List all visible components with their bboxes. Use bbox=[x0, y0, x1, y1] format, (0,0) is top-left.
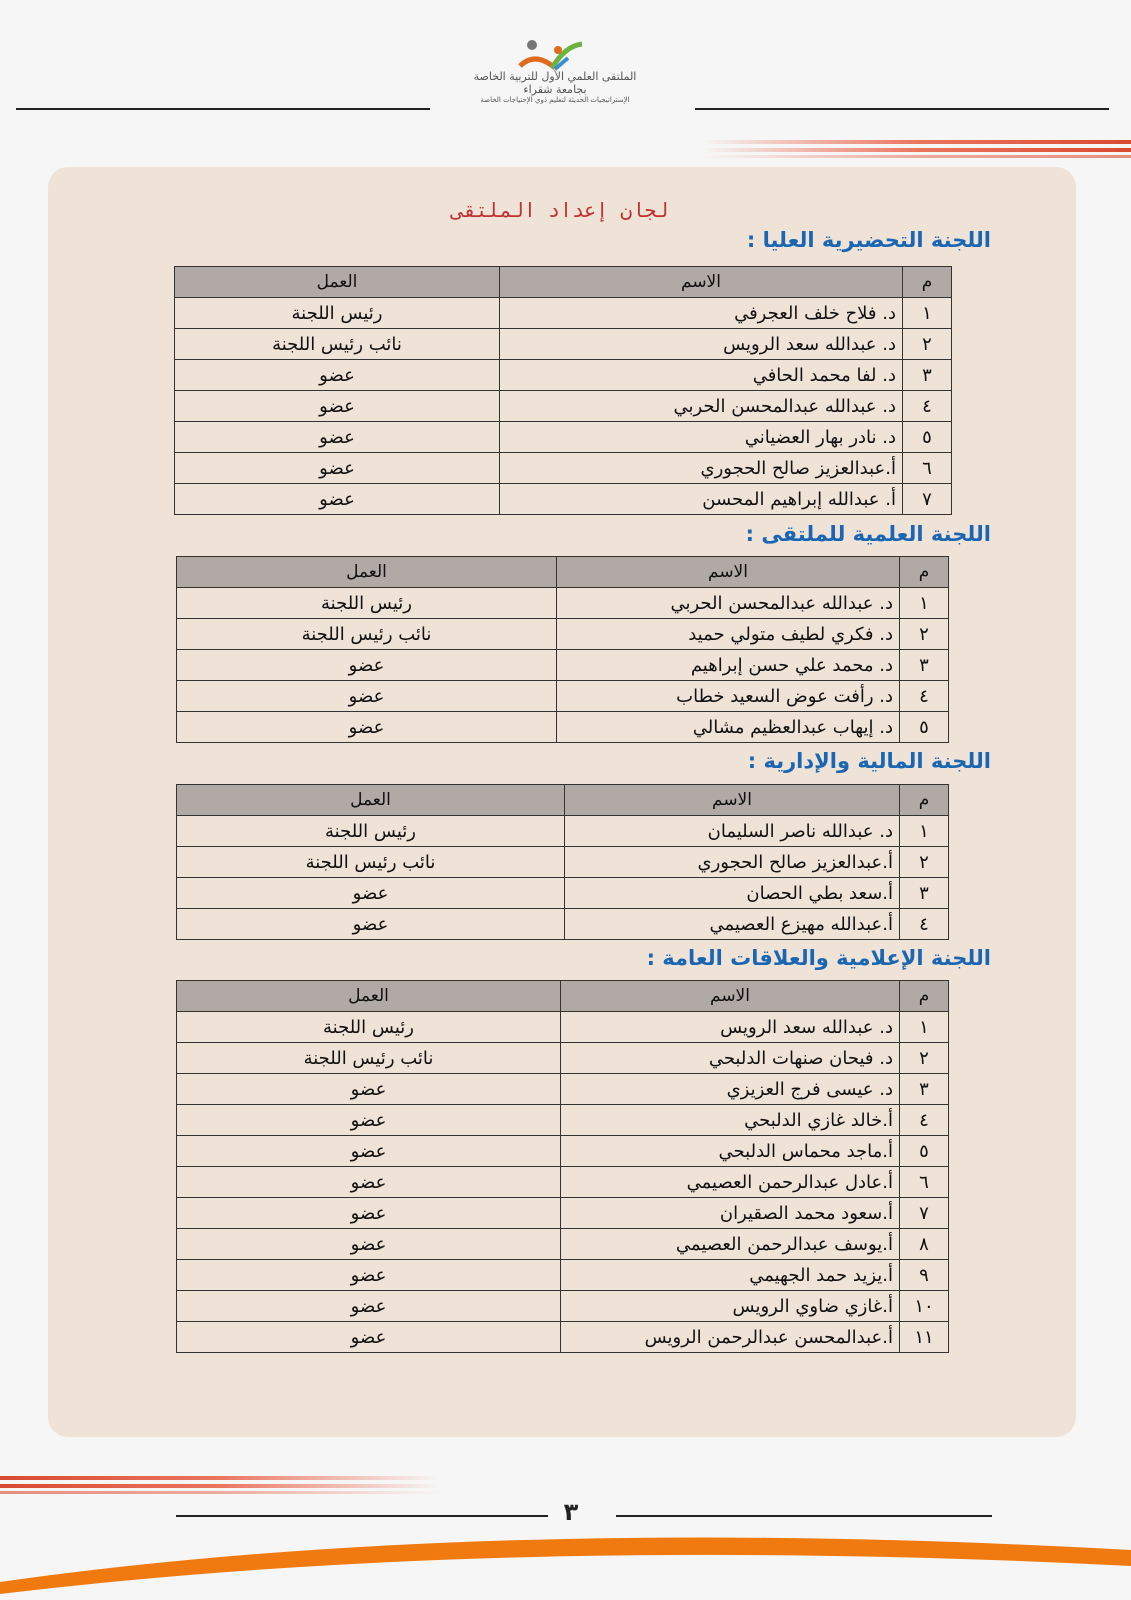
row-role: عضو bbox=[177, 1229, 561, 1260]
row-name: د. فيحان صنهات الدلبحي bbox=[561, 1043, 900, 1074]
row-num: ٣ bbox=[900, 1074, 949, 1105]
committee-title-financial: اللجنة المالية والإدارية : bbox=[747, 749, 991, 773]
row-name: أ. عبدالله إبراهيم المحسن bbox=[500, 484, 903, 515]
row-role: نائب رئيس اللجنة bbox=[177, 1043, 561, 1074]
col-header-role: العمل bbox=[177, 981, 561, 1012]
row-role: عضو bbox=[175, 453, 500, 484]
table-row bbox=[177, 1167, 949, 1198]
row-num: ١١ bbox=[900, 1322, 949, 1353]
row-name: د. فكري لطيف متولي حميد bbox=[557, 619, 900, 650]
table-row bbox=[177, 1198, 949, 1229]
row-num: ٨ bbox=[900, 1229, 949, 1260]
committee-table-financial bbox=[176, 784, 949, 940]
row-num: ٤ bbox=[900, 909, 949, 940]
logo-line-2: بجامعة شقراء bbox=[523, 83, 587, 96]
table-header-row bbox=[177, 981, 949, 1012]
row-role: رئيس اللجنة bbox=[177, 588, 557, 619]
page-number: ٣ bbox=[563, 1498, 579, 1526]
row-num: ٢ bbox=[903, 329, 952, 360]
row-role: عضو bbox=[177, 681, 557, 712]
row-num: ٥ bbox=[900, 1136, 949, 1167]
table-row bbox=[177, 847, 949, 878]
table-row bbox=[177, 1229, 949, 1260]
row-role: عضو bbox=[177, 1074, 561, 1105]
row-name: د. عبدالله ناصر السليمان bbox=[565, 816, 900, 847]
row-name: أ.خالد غازي الدلبحي bbox=[561, 1105, 900, 1136]
row-name: أ.سعود محمد الصقيران bbox=[561, 1198, 900, 1229]
row-name: أ.يوسف عبدالرحمن العصيمي bbox=[561, 1229, 900, 1260]
row-name: د. عيسى فرج العزيزي bbox=[561, 1074, 900, 1105]
row-role: عضو bbox=[177, 1167, 561, 1198]
row-role: عضو bbox=[177, 878, 565, 909]
row-num: ٦ bbox=[903, 453, 952, 484]
row-role: عضو bbox=[177, 1136, 561, 1167]
row-name: د. إيهاب عبدالعظيم مشالي bbox=[557, 712, 900, 743]
row-role: رئيس اللجنة bbox=[177, 816, 565, 847]
row-role: عضو bbox=[175, 422, 500, 453]
row-num: ٦ bbox=[900, 1167, 949, 1198]
col-header-num: م bbox=[900, 557, 949, 588]
row-role: عضو bbox=[177, 1322, 561, 1353]
row-num: ٩ bbox=[900, 1260, 949, 1291]
row-name: أ.عبدالله مهيزع العصيمي bbox=[565, 909, 900, 940]
logo-figures-icon bbox=[510, 36, 600, 76]
table-row bbox=[177, 712, 949, 743]
row-name: د. فلاح خلف العجرفي bbox=[500, 298, 903, 329]
committee-title-scientific: اللجنة العلمية للملتقى : bbox=[745, 522, 991, 546]
row-num: ٣ bbox=[900, 878, 949, 909]
header-rule-right bbox=[695, 108, 1109, 110]
col-header-name: الاسم bbox=[561, 981, 900, 1012]
row-num: ٢ bbox=[900, 619, 949, 650]
row-name: د. عبدالله عبدالمحسن الحربي bbox=[500, 391, 903, 422]
table-row bbox=[177, 1291, 949, 1322]
committee-table-media bbox=[176, 980, 949, 1353]
col-header-name: الاسم bbox=[557, 557, 900, 588]
table-row bbox=[175, 484, 952, 515]
table-header-row bbox=[175, 267, 952, 298]
table-row bbox=[175, 391, 952, 422]
table-header-row bbox=[177, 785, 949, 816]
row-name: أ.يزيد حمد الجهيمي bbox=[561, 1260, 900, 1291]
row-num: ١ bbox=[900, 816, 949, 847]
col-header-num: م bbox=[900, 785, 949, 816]
table-row bbox=[177, 681, 949, 712]
row-num: ٤ bbox=[903, 391, 952, 422]
row-name: أ.عبدالعزيز صالح الحجوري bbox=[565, 847, 900, 878]
committee-title-preparatory: اللجنة التحضيرية العليا : bbox=[746, 228, 991, 252]
row-num: ٤ bbox=[900, 1105, 949, 1136]
logo-line-1: الملتقى العلمي الأول للتربية الخاصة bbox=[473, 70, 637, 83]
decorative-stripes-bottom bbox=[0, 1474, 440, 1496]
row-name: أ.سعد بطي الحصان bbox=[565, 878, 900, 909]
table-row bbox=[177, 1322, 949, 1353]
row-role: عضو bbox=[177, 650, 557, 681]
row-name: أ.عبدالمحسن عبدالرحمن الرويس bbox=[561, 1322, 900, 1353]
document-title: لجان إعداد الملتقى bbox=[451, 198, 669, 222]
col-header-role: العمل bbox=[177, 785, 565, 816]
row-name: د. عبدالله سعد الرويس bbox=[500, 329, 903, 360]
row-name: أ.ماجد محماس الدلبحي bbox=[561, 1136, 900, 1167]
table-row bbox=[177, 909, 949, 940]
row-name: د. عبدالله سعد الرويس bbox=[561, 1012, 900, 1043]
footer-swoosh bbox=[0, 1520, 1131, 1600]
row-role: عضو bbox=[175, 360, 500, 391]
row-role: عضو bbox=[177, 1198, 561, 1229]
table-row bbox=[175, 298, 952, 329]
row-name: د. عبدالله عبدالمحسن الحربي bbox=[557, 588, 900, 619]
table-row bbox=[177, 1136, 949, 1167]
row-num: ٢ bbox=[900, 847, 949, 878]
row-name: أ.عبدالعزيز صالح الحجوري bbox=[500, 453, 903, 484]
col-header-role: العمل bbox=[177, 557, 557, 588]
table-row bbox=[175, 422, 952, 453]
row-role: نائب رئيس اللجنة bbox=[175, 329, 500, 360]
row-num: ١٠ bbox=[900, 1291, 949, 1322]
row-name: د. محمد علي حسن إبراهيم bbox=[557, 650, 900, 681]
row-num: ٣ bbox=[903, 360, 952, 391]
row-num: ١ bbox=[900, 1012, 949, 1043]
table-row bbox=[177, 1012, 949, 1043]
col-header-num: م bbox=[900, 981, 949, 1012]
row-name: د. لفا محمد الحافي bbox=[500, 360, 903, 391]
col-header-name: الاسم bbox=[565, 785, 900, 816]
table-row bbox=[177, 619, 949, 650]
table-row bbox=[175, 453, 952, 484]
table-row bbox=[175, 329, 952, 360]
row-name: د. نادر بهار العضياني bbox=[500, 422, 903, 453]
footer-rule-left bbox=[176, 1515, 548, 1517]
row-name: د. رأفت عوض السعيد خطاب bbox=[557, 681, 900, 712]
row-role: نائب رئيس اللجنة bbox=[177, 847, 565, 878]
row-num: ١ bbox=[903, 298, 952, 329]
row-num: ٥ bbox=[900, 712, 949, 743]
row-num: ٢ bbox=[900, 1043, 949, 1074]
row-num: ٥ bbox=[903, 422, 952, 453]
table-row bbox=[177, 878, 949, 909]
committee-table-scientific bbox=[176, 556, 949, 743]
row-name: أ.عادل عبدالرحمن العصيمي bbox=[561, 1167, 900, 1198]
row-role: عضو bbox=[177, 1260, 561, 1291]
table-row bbox=[177, 1043, 949, 1074]
table-row bbox=[177, 1074, 949, 1105]
decorative-stripes-top bbox=[701, 138, 1131, 160]
footer-rule-right bbox=[616, 1515, 992, 1517]
committee-table-preparatory bbox=[174, 266, 952, 515]
row-role: عضو bbox=[177, 712, 557, 743]
row-name: أ.غازي ضاوي الرويس bbox=[561, 1291, 900, 1322]
row-role: عضو bbox=[177, 1291, 561, 1322]
row-role: نائب رئيس اللجنة bbox=[177, 619, 557, 650]
row-role: عضو bbox=[177, 1105, 561, 1136]
table-row bbox=[177, 1260, 949, 1291]
row-role: عضو bbox=[175, 391, 500, 422]
conference-logo bbox=[440, 36, 670, 106]
row-role: عضو bbox=[177, 909, 565, 940]
row-role: عضو bbox=[175, 484, 500, 515]
row-role: رئيس اللجنة bbox=[177, 1012, 561, 1043]
table-row bbox=[175, 360, 952, 391]
table-row bbox=[177, 1105, 949, 1136]
table-row bbox=[177, 588, 949, 619]
row-num: ١ bbox=[900, 588, 949, 619]
row-num: ٣ bbox=[900, 650, 949, 681]
logo-line-3: الإستراتيجيات الحديثة لتعليم ذوي الإحتياجات الخاصة bbox=[480, 96, 630, 104]
table-row bbox=[177, 650, 949, 681]
row-role: رئيس اللجنة bbox=[175, 298, 500, 329]
table-row bbox=[177, 816, 949, 847]
col-header-role: العمل bbox=[175, 267, 500, 298]
row-num: ٤ bbox=[900, 681, 949, 712]
col-header-num: م bbox=[903, 267, 952, 298]
col-header-name: الاسم bbox=[500, 267, 903, 298]
header-rule-left bbox=[16, 108, 430, 110]
committee-title-media: اللجنة الإعلامية والعلاقات العامة : bbox=[646, 946, 991, 970]
row-num: ٧ bbox=[903, 484, 952, 515]
table-header-row bbox=[177, 557, 949, 588]
row-num: ٧ bbox=[900, 1198, 949, 1229]
